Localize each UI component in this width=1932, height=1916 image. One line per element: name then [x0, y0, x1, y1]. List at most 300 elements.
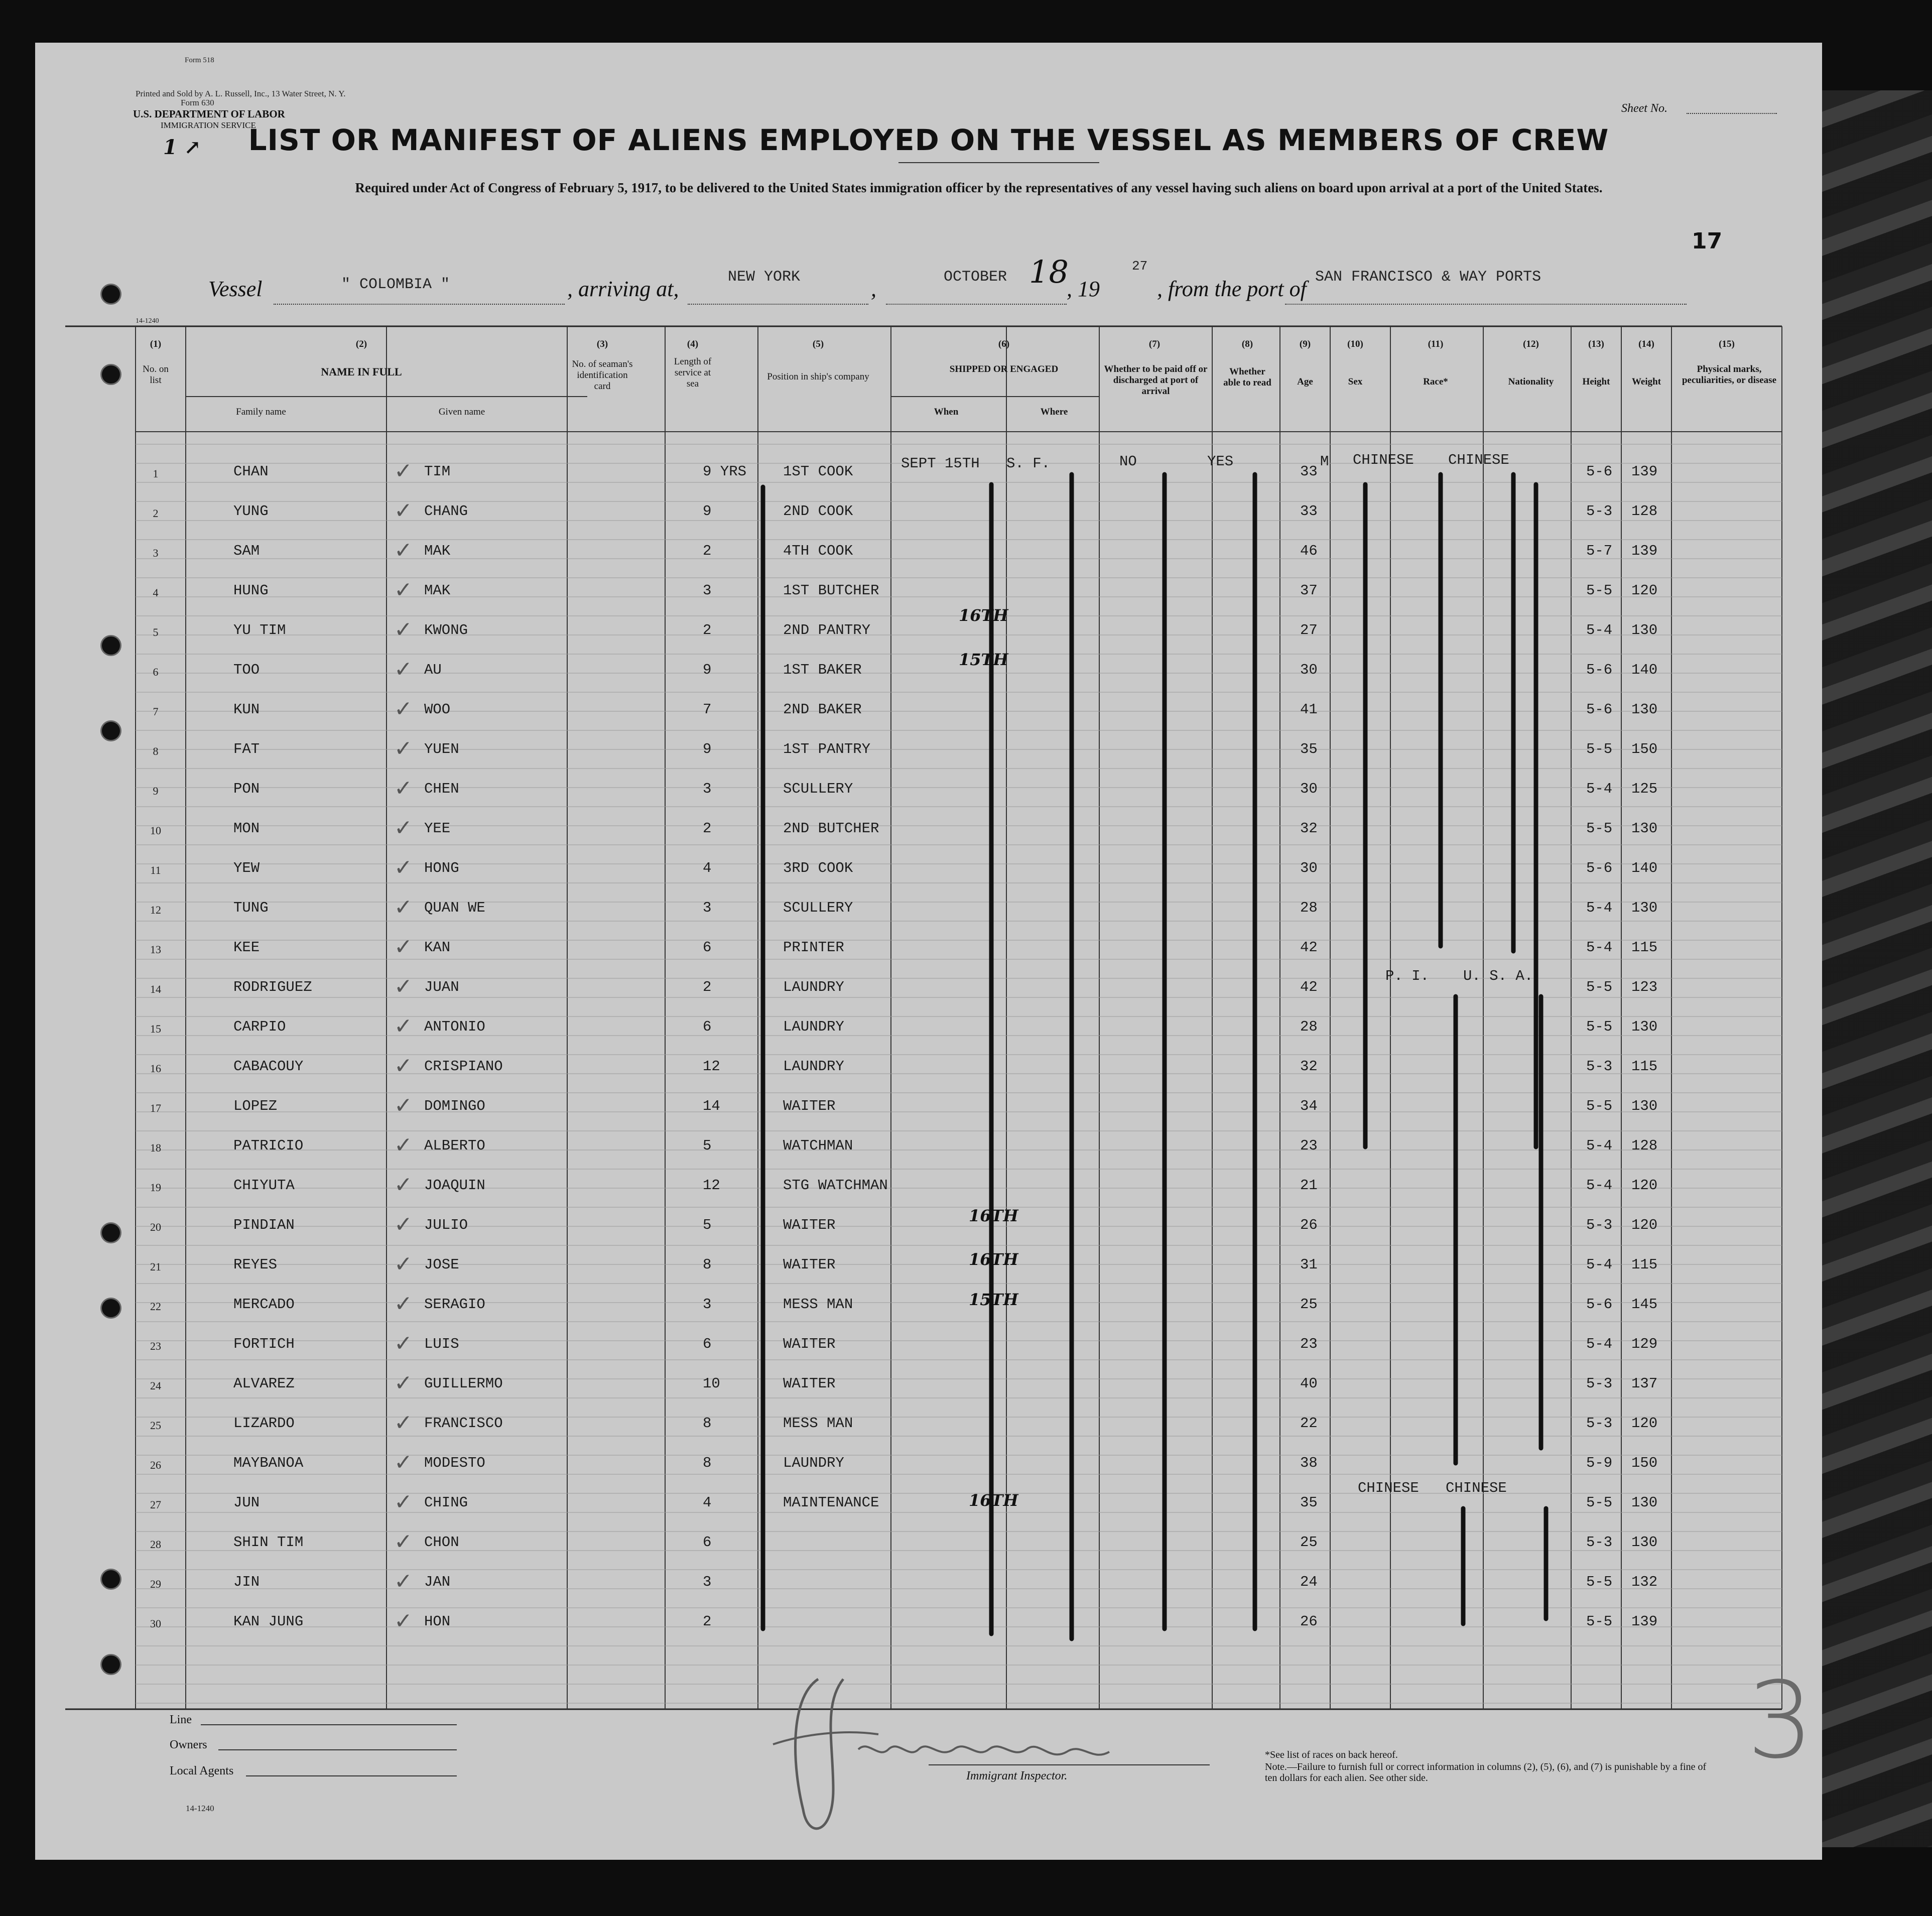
family-name-header: Family name	[236, 407, 286, 417]
weight: 150	[1631, 741, 1658, 757]
family-name: KEE	[233, 939, 260, 956]
check-mark-icon: ✓	[394, 1608, 413, 1634]
when-note: 16TH	[969, 1206, 1018, 1225]
arrival-day: 18	[1029, 253, 1069, 290]
given-name: HONG	[424, 860, 459, 876]
age: 30	[1300, 860, 1318, 876]
weight: 150	[1631, 1455, 1658, 1471]
row-number: 6	[153, 666, 159, 678]
length-of-service: 12	[703, 1177, 720, 1194]
inspector-field	[929, 1764, 1210, 1765]
form-top-code: Form 518	[185, 56, 214, 64]
height: 5-4	[1586, 781, 1613, 797]
manifest-sheet	[35, 43, 1822, 1860]
given-name: ALBERTO	[424, 1137, 485, 1154]
family-name: LOPEZ	[233, 1098, 278, 1114]
sheet-no-label: Sheet No.	[1621, 102, 1667, 115]
family-name: YU TIM	[233, 622, 286, 638]
row-number: 17	[150, 1102, 161, 1114]
age: 30	[1300, 662, 1318, 678]
family-name: PON	[233, 781, 260, 797]
col-8-number: (8)	[1241, 339, 1253, 349]
position: WAITER	[783, 1098, 836, 1114]
family-name: FORTICH	[233, 1336, 295, 1352]
check-mark-icon: ✓	[394, 1489, 413, 1515]
col-15-header: Physical marks, peculiarities, or disease	[1682, 364, 1777, 386]
comma-sep: ,	[871, 277, 876, 301]
local-agents-label: Local Agents	[170, 1764, 234, 1777]
age: 24	[1300, 1574, 1318, 1590]
age: 33	[1300, 503, 1318, 520]
owners-field	[218, 1749, 457, 1750]
row-number: 22	[150, 1300, 161, 1313]
weight: 130	[1631, 900, 1658, 916]
local-agents-field	[246, 1775, 457, 1776]
check-mark-icon: ✓	[394, 1450, 413, 1475]
age: 25	[1300, 1296, 1318, 1313]
height: 5-6	[1586, 463, 1613, 480]
length-of-service: 2	[703, 820, 712, 837]
weight: 130	[1631, 1098, 1658, 1114]
given-name: DOMINGO	[424, 1098, 485, 1114]
weight: 123	[1631, 979, 1658, 995]
height: 5-5	[1586, 741, 1613, 757]
given-name: ANTONIO	[424, 1018, 485, 1035]
family-name: CABACOUY	[233, 1058, 304, 1075]
given-name: LUIS	[424, 1336, 459, 1352]
age: 22	[1300, 1415, 1318, 1432]
check-mark-icon: ✓	[394, 1013, 413, 1039]
when-note: 16TH	[969, 1250, 1018, 1269]
position: 2ND BAKER	[783, 701, 862, 718]
length-of-service: 9 YRS	[703, 463, 747, 480]
check-mark-icon: ✓	[394, 1251, 413, 1277]
line-label: Line	[170, 1713, 192, 1726]
form-number: Form 630	[181, 98, 214, 107]
check-mark-icon: ✓	[394, 657, 413, 682]
printer-note: Printed and Sold by A. L. Russell, Inc., 13 Water Street, N. Y.	[136, 89, 346, 98]
nationality-first: CHINESE	[1448, 452, 1509, 468]
family-name: TUNG	[233, 900, 269, 916]
col-6-header: SHIPPED OR ENGAGED	[949, 364, 1059, 374]
check-mark-icon: ✓	[394, 776, 413, 801]
height: 5-6	[1586, 701, 1613, 718]
weight: 139	[1631, 543, 1658, 559]
check-mark-icon: ✓	[394, 815, 413, 841]
shipped-when-header: When	[934, 407, 959, 417]
height: 5-3	[1586, 1415, 1613, 1432]
length-of-service: 2	[703, 1613, 712, 1630]
age: 42	[1300, 939, 1318, 956]
row-number: 2	[153, 507, 159, 520]
row-number: 28	[150, 1538, 161, 1551]
row-number: 15	[150, 1023, 161, 1035]
length-of-service: 9	[703, 662, 712, 678]
col-4-number: (4)	[687, 339, 699, 349]
row-number: 7	[153, 705, 159, 718]
row-number: 10	[150, 824, 161, 837]
weight: 128	[1631, 503, 1658, 520]
height: 5-4	[1586, 622, 1613, 638]
family-name: FAT	[233, 741, 260, 757]
row-number: 20	[150, 1221, 161, 1233]
col-7-number: (7)	[1148, 339, 1161, 349]
check-mark-icon: ✓	[394, 1053, 413, 1079]
check-mark-icon: ✓	[394, 1370, 413, 1396]
weight: 130	[1631, 1018, 1658, 1035]
given-name: TIM	[424, 463, 451, 480]
age: 32	[1300, 1058, 1318, 1075]
weight: 139	[1631, 463, 1658, 480]
height: 5-3	[1586, 1217, 1613, 1233]
given-name: KWONG	[424, 622, 468, 638]
col-15-number: (15)	[1719, 339, 1735, 349]
weight: 120	[1631, 1177, 1658, 1194]
weight: 115	[1631, 939, 1658, 956]
family-name: PINDIAN	[233, 1217, 295, 1233]
age: 40	[1300, 1375, 1318, 1392]
col-10-header: Sex	[1348, 376, 1363, 387]
when-note: 16TH	[969, 1491, 1018, 1510]
position: LAUNDRY	[783, 1018, 844, 1035]
family-name: CHAN	[233, 463, 269, 480]
col-3-number: (3)	[596, 339, 608, 349]
col-2-header: NAME IN FULL	[321, 365, 402, 378]
weight: 140	[1631, 662, 1658, 678]
check-mark-icon: ✓	[394, 1172, 413, 1198]
length-of-service: 4	[703, 1494, 712, 1511]
position: MAINTENANCE	[783, 1494, 879, 1511]
family-name: CARPIO	[233, 1018, 286, 1035]
given-name: WOO	[424, 701, 451, 718]
col-11-number: (11)	[1428, 339, 1444, 349]
given-name: SERAGIO	[424, 1296, 485, 1313]
position: 1ST COOK	[783, 463, 853, 480]
row-number: 8	[153, 745, 159, 757]
col-11-header: Race*	[1423, 376, 1448, 387]
family-name: KAN JUNG	[233, 1613, 304, 1630]
position: 4TH COOK	[783, 543, 853, 559]
vessel-label: Vessel	[208, 277, 263, 301]
age: 26	[1300, 1217, 1318, 1233]
department-name: U.S. DEPARTMENT OF LABOR	[133, 108, 285, 120]
length-of-service: 7	[703, 701, 712, 718]
when-note: 15TH	[959, 650, 1008, 669]
height: 5-4	[1586, 1137, 1613, 1154]
family-name: PATRICIO	[233, 1137, 304, 1154]
small-form-code: 14-1240	[136, 317, 159, 325]
length-of-service: 2	[703, 622, 712, 638]
col-5-header: Position in ship's company	[767, 371, 869, 382]
length-of-service: 9	[703, 741, 712, 757]
col-13-number: (13)	[1588, 339, 1604, 349]
sex-first: M	[1320, 453, 1329, 470]
age: 21	[1300, 1177, 1318, 1194]
row-number: 9	[153, 785, 159, 797]
height: 5-3	[1586, 503, 1613, 520]
penalty-note: Note.—Failure to furnish full or correct information in columns (2), (5), (6), and (7) is punishable by a fine of ten dollars for each alien. See other side.	[1265, 1761, 1707, 1783]
height: 5-3	[1586, 1534, 1613, 1551]
check-mark-icon: ✓	[394, 696, 413, 722]
given-name: CHING	[424, 1494, 468, 1511]
age: 41	[1300, 701, 1318, 718]
race-second-group: CHINESE	[1358, 1480, 1419, 1496]
col-12-header: Nationality	[1508, 376, 1554, 387]
service-name: IMMIGRATION SERVICE	[161, 120, 256, 130]
able-to-read-first: YES	[1207, 453, 1234, 470]
length-of-service: 2	[703, 979, 712, 995]
position: 2ND COOK	[783, 503, 853, 520]
age: 34	[1300, 1098, 1318, 1114]
given-name: GUILLERMO	[424, 1375, 503, 1392]
position: 3RD COOK	[783, 860, 853, 876]
weight: 128	[1631, 1137, 1658, 1154]
position: LAUNDRY	[783, 1455, 844, 1471]
length-of-service: 3	[703, 1296, 712, 1313]
col-14-number: (14)	[1638, 339, 1654, 349]
shipped-where-header: Where	[1040, 407, 1068, 417]
col-10-number: (10)	[1347, 339, 1363, 349]
page-title: LIST OR MANIFEST OF ALIENS EMPLOYED ON THE VESSEL AS MEMBERS OF CREW	[248, 123, 1609, 157]
check-mark-icon: ✓	[394, 1212, 413, 1237]
age: 31	[1300, 1256, 1318, 1273]
race-first: CHINESE	[1353, 452, 1414, 468]
family-name: MERCADO	[233, 1296, 295, 1313]
length-of-service: 5	[703, 1217, 712, 1233]
length-of-service: 3	[703, 900, 712, 916]
height: 5-3	[1586, 1058, 1613, 1075]
height: 5-5	[1586, 820, 1613, 837]
position: STG WATCHMAN	[783, 1177, 888, 1194]
check-mark-icon: ✓	[394, 1291, 413, 1317]
col-6-number: (6)	[998, 339, 1010, 349]
age: 35	[1300, 1494, 1318, 1511]
col-13-header: Height	[1582, 376, 1610, 387]
height: 5-5	[1586, 1018, 1613, 1035]
col-8-header: Whether able to read	[1223, 366, 1271, 388]
height: 5-5	[1586, 1098, 1613, 1114]
race-pi: P. I.	[1385, 968, 1430, 984]
height: 5-5	[1586, 582, 1613, 599]
check-mark-icon: ✓	[394, 617, 413, 643]
paid-off-first: NO	[1119, 453, 1137, 470]
age: 27	[1300, 622, 1318, 638]
given-name: JOSE	[424, 1256, 459, 1273]
position: SCULLERY	[783, 900, 853, 916]
length-of-service: 5	[703, 1137, 712, 1154]
arriving-port: NEW YORK	[728, 269, 801, 286]
position: LAUNDRY	[783, 1058, 844, 1075]
page-subtitle: Required under Act of Congress of February 5, 1917, to be delivered to the United States immigration officer by the representatives of any vessel having such aliens on board upon arrival at a port of the United States.	[355, 180, 1603, 195]
check-mark-icon: ✓	[394, 1410, 413, 1436]
check-mark-icon: ✓	[394, 458, 413, 484]
col-3-header: No. of seaman's identification card	[572, 359, 633, 392]
weight: 130	[1631, 1534, 1658, 1551]
length-of-service: 3	[703, 781, 712, 797]
age: 28	[1300, 1018, 1318, 1035]
col-2-number: (2)	[355, 339, 367, 349]
weight: 137	[1631, 1375, 1658, 1392]
age: 42	[1300, 979, 1318, 995]
age: 23	[1300, 1137, 1318, 1154]
when-note: 16TH	[959, 606, 1008, 625]
row-number: 25	[150, 1419, 161, 1432]
check-mark-icon: ✓	[394, 1132, 413, 1158]
age: 35	[1300, 741, 1318, 757]
family-name: HUNG	[233, 582, 269, 599]
nationality-second-group: CHINESE	[1446, 1480, 1507, 1496]
family-name: SHIN TIM	[233, 1534, 304, 1551]
given-name: JUAN	[424, 979, 459, 995]
nationality-usa: U. S. A.	[1463, 968, 1533, 984]
weight: 132	[1631, 1574, 1658, 1590]
weight: 115	[1631, 1256, 1658, 1273]
row-number: 21	[150, 1260, 161, 1273]
family-name: YEW	[233, 860, 260, 876]
weight: 139	[1631, 1613, 1658, 1630]
weight: 120	[1631, 1415, 1658, 1432]
row-number: 5	[153, 626, 159, 638]
row-number: 13	[150, 943, 161, 956]
row-number: 26	[150, 1459, 161, 1471]
weight: 130	[1631, 1494, 1658, 1511]
given-name: HON	[424, 1613, 451, 1630]
family-name: MON	[233, 820, 260, 837]
page-number: 17	[1692, 228, 1723, 254]
length-of-service: 8	[703, 1455, 712, 1471]
given-name: AU	[424, 662, 442, 678]
arrival-year: 27	[1132, 259, 1148, 274]
length-of-service: 14	[703, 1098, 720, 1114]
given-name: KAN	[424, 939, 451, 956]
col-1-header: No. on list	[143, 364, 169, 386]
age: 23	[1300, 1336, 1318, 1352]
length-of-service: 3	[703, 1574, 712, 1590]
position: SCULLERY	[783, 781, 853, 797]
length-of-service: 4	[703, 860, 712, 876]
weight: 115	[1631, 1058, 1658, 1075]
row-number: 3	[153, 547, 159, 559]
age: 25	[1300, 1534, 1318, 1551]
height: 5-7	[1586, 543, 1613, 559]
length-of-service: 6	[703, 1534, 712, 1551]
check-mark-icon: ✓	[394, 736, 413, 761]
given-name: MODESTO	[424, 1455, 485, 1471]
arrival-month: OCTOBER	[944, 269, 1007, 286]
height: 5-3	[1586, 1375, 1613, 1392]
check-mark-icon: ✓	[394, 1331, 413, 1356]
handwritten-mark: 3	[1747, 1659, 1814, 1782]
age: 38	[1300, 1455, 1318, 1471]
weight: 130	[1631, 820, 1658, 837]
height: 5-5	[1586, 1494, 1613, 1511]
shipped-where-first: S. F.	[1006, 455, 1051, 472]
height: 5-6	[1586, 860, 1613, 876]
given-name: FRANCISCO	[424, 1415, 503, 1432]
row-number: 4	[153, 586, 159, 599]
family-name: JUN	[233, 1494, 260, 1511]
row-number: 16	[150, 1062, 161, 1075]
position: LAUNDRY	[783, 979, 844, 995]
col-14-header: Weight	[1631, 376, 1661, 387]
check-mark-icon: ✓	[394, 934, 413, 960]
position: WAITER	[783, 1217, 836, 1233]
row-number: 12	[150, 904, 161, 916]
position: 1ST BAKER	[783, 662, 862, 678]
check-mark-icon: ✓	[394, 855, 413, 880]
length-of-service: 10	[703, 1375, 720, 1392]
hand-mark: 1 ↗	[163, 136, 201, 159]
row-number: 19	[150, 1181, 161, 1194]
check-mark-icon: ✓	[394, 1093, 413, 1118]
row-number: 29	[150, 1578, 161, 1590]
check-mark-icon: ✓	[394, 538, 413, 563]
family-name: CHIYUTA	[233, 1177, 295, 1194]
given-name: MAK	[424, 582, 451, 599]
height: 5-5	[1586, 1574, 1613, 1590]
weight: 129	[1631, 1336, 1658, 1352]
height: 5-5	[1586, 1613, 1613, 1630]
weight: 130	[1631, 622, 1658, 638]
length-of-service: 9	[703, 503, 712, 520]
row-number: 14	[150, 983, 161, 995]
check-mark-icon: ✓	[394, 974, 413, 999]
family-name: RODRIGUEZ	[233, 979, 312, 995]
given-name: JOAQUIN	[424, 1177, 485, 1194]
row-number: 11	[150, 864, 161, 876]
footer-form-code: 14-1240	[186, 1804, 214, 1813]
check-mark-icon: ✓	[394, 577, 413, 603]
height: 5-4	[1586, 1336, 1613, 1352]
from-port-label: , from the port of	[1157, 277, 1307, 301]
age: 32	[1300, 820, 1318, 837]
age: 33	[1300, 463, 1318, 480]
family-name: REYES	[233, 1256, 278, 1273]
col-5-number: (5)	[812, 339, 824, 349]
height: 5-4	[1586, 900, 1613, 916]
col-9-header: Age	[1297, 376, 1313, 387]
family-name: YUNG	[233, 503, 269, 520]
height: 5-5	[1586, 979, 1613, 995]
row-number: 1	[153, 467, 159, 480]
length-of-service: 2	[703, 543, 712, 559]
given-name: YEE	[424, 820, 451, 837]
race-footnote: *See list of races on back hereof.	[1265, 1749, 1398, 1760]
age: 26	[1300, 1613, 1318, 1630]
given-name: CRISPIANO	[424, 1058, 503, 1075]
weight: 125	[1631, 781, 1658, 797]
given-name: YUEN	[424, 741, 459, 757]
weight: 140	[1631, 860, 1658, 876]
height: 5-6	[1586, 662, 1613, 678]
shipped-when-first: SEPT 15TH	[901, 455, 980, 472]
length-of-service: 8	[703, 1415, 712, 1432]
age: 30	[1300, 781, 1318, 797]
position: 2ND BUTCHER	[783, 820, 879, 837]
when-note: 15TH	[969, 1290, 1018, 1309]
owners-label: Owners	[170, 1738, 207, 1751]
age: 37	[1300, 582, 1318, 599]
family-name: MAYBANOA	[233, 1455, 304, 1471]
check-mark-icon: ✓	[394, 1569, 413, 1594]
position: 1ST PANTRY	[783, 741, 871, 757]
position: WAITER	[783, 1375, 836, 1392]
position: MESS MAN	[783, 1415, 853, 1432]
check-mark-icon: ✓	[394, 498, 413, 524]
given-name: QUAN WE	[424, 900, 485, 916]
given-name: CHON	[424, 1534, 459, 1551]
weight: 120	[1631, 582, 1658, 599]
